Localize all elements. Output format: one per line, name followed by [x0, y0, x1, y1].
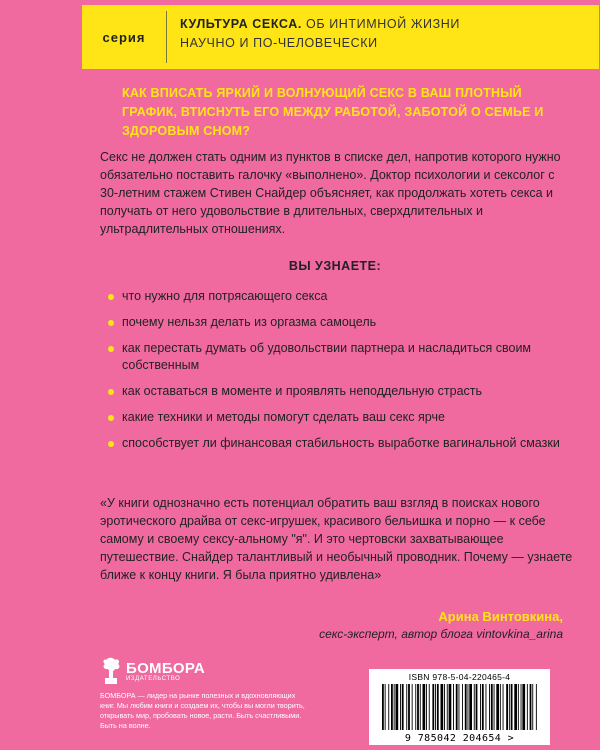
barcode-bars-icon	[380, 684, 540, 730]
barcode-bar	[408, 684, 410, 730]
barcode-bar	[453, 684, 454, 730]
barcode-bar	[480, 684, 481, 730]
barcode-bar	[509, 684, 510, 730]
learn-list	[100, 288, 570, 461]
barcode-bar	[462, 684, 463, 730]
barcode-bar	[494, 684, 495, 730]
barcode-bar	[385, 684, 386, 730]
barcode-bar	[482, 684, 484, 730]
barcode-bar	[412, 684, 413, 730]
bullet-dot-icon	[108, 320, 114, 326]
author-role: секс-эксперт, автор блога vintovkina_arina	[319, 627, 563, 641]
bullet-dot-icon	[108, 441, 114, 447]
barcode-bar	[396, 684, 399, 730]
barcode	[369, 669, 550, 745]
barcode-bar	[527, 684, 528, 730]
series-banner	[82, 5, 599, 69]
list-item: как оставаться в моменте и проявлять неподдельную страсть	[100, 383, 570, 400]
barcode-bar	[496, 684, 499, 730]
barcode-bar	[486, 684, 487, 730]
barcode-bar	[415, 684, 416, 730]
lead-question: КАК ВПИСАТЬ ЯРКИЙ И ВОЛНУЮЩИЙ СЕКС В ВАШ ПЛОТНЫЙ ГРАФИК, ВТИСНУТЬ ЕГО МЕЖДУ РАБОТОЙ, ЗАБОТОЙ О СЕМЬЕ И ЗДОРОВЫМ СНОМ?	[122, 86, 544, 138]
barcode-bar	[449, 684, 452, 730]
barcode-bar	[447, 684, 448, 730]
barcode-bar	[476, 684, 478, 730]
barcode-bar	[406, 684, 407, 730]
series-line2: НАУЧНО И ПО-ЧЕЛОВЕЧЕСКИ	[180, 36, 378, 50]
barcode-bar	[469, 684, 472, 730]
barcode-bar	[429, 684, 430, 730]
bombora-logo-icon	[100, 656, 122, 686]
intro-paragraph: Секс не должен стать одним из пунктов в списке дел, напротив которого нужно обязательно поставить галочку «выполнено». Доктор психологии и сексолог с 30-летним стажем Стивен Снайдер объясняет, как продолжать хотеть секса и получать от него удовольствие в длительных, сверхдлительных и ультрадлительных отношениях.	[100, 150, 561, 236]
barcode-bar	[489, 684, 490, 730]
publisher-name: БОМБОРА	[126, 659, 206, 677]
barcode-bar	[530, 684, 532, 730]
barcode-bar	[402, 684, 404, 730]
list-item: что нужно для потрясающего секса	[100, 288, 570, 305]
barcode-bar	[468, 684, 469, 730]
list-item: способствует ли финансовая стабильность выработке вагинальной смазки	[100, 435, 570, 452]
barcode-bar	[500, 684, 501, 730]
barcode-bar	[426, 684, 427, 730]
bullet-dot-icon	[108, 415, 114, 421]
barcode-bar	[536, 684, 537, 730]
barcode-bar	[432, 684, 434, 730]
list-item: как перестать думать об удовольствии партнера и насладиться своим собственным	[100, 340, 570, 374]
review-quote: «У книги однозначно есть потенциал обратить ваш взгляд в поисках нового эротического драйва от секс-игрушек, красивого бельишка и порно — к себе самому и своему сексу-альному "я". И это чертовски захватывающее путешествие. Снайдер талантливый и необычный проводник. Почему — узнаете ближе к концу книги. Я была приятно удивлена»	[100, 496, 573, 582]
series-label: серия	[102, 29, 146, 45]
isbn-text: ISBN 978-5-04-220465-4	[408, 672, 511, 682]
list-item: какие техники и методы помогут сделать ваш секс ярче	[100, 409, 570, 426]
barcode-bar	[514, 684, 517, 730]
barcode-bar	[437, 684, 439, 730]
bullet-dot-icon	[108, 389, 114, 395]
publisher-note: БОМБОРА — лидер на рынке полезных и вдохновляющих книг. Мы любим книги и создаем их, чтобы вы могли творить, открывать мир, пробовать новое, расти. Быть счастливыми. Быть на волне.	[100, 691, 305, 730]
barcode-bar	[474, 684, 475, 730]
barcode-bar	[417, 684, 419, 730]
barcode-bar	[491, 684, 493, 730]
barcode-bar	[388, 684, 389, 730]
barcode-bar	[420, 684, 421, 730]
publisher-logo	[100, 656, 220, 686]
barcode-bar	[394, 684, 395, 730]
bullet-dot-icon	[108, 294, 114, 300]
list-item: почему нельзя делать из оргазма самоцель	[100, 314, 570, 331]
barcode-bar	[521, 684, 522, 730]
barcode-bar	[511, 684, 513, 730]
barcode-bar	[465, 684, 467, 730]
series-title	[167, 5, 460, 69]
barcode-bar	[503, 684, 504, 730]
series-line1: ОБ ИНТИМНОЙ ЖИЗНИ	[306, 17, 460, 31]
barcode-bar	[456, 684, 458, 730]
bullet-dot-icon	[108, 346, 114, 352]
barcode-bar	[522, 684, 525, 730]
series-brand: КУЛЬТУРА СЕКСА.	[180, 17, 302, 31]
barcode-bar	[444, 684, 445, 730]
barcode-bar	[382, 684, 384, 730]
barcode-bar	[400, 684, 401, 730]
learn-heading: ВЫ УЗНАЕТЕ:	[288, 259, 382, 273]
barcode-bar	[441, 684, 444, 730]
barcode-bar	[532, 684, 533, 730]
barcode-bar	[435, 684, 436, 730]
barcode-number: 9 785042 204654 >	[404, 733, 515, 744]
barcode-bar	[459, 684, 460, 730]
author-name: Арина Винтовкина,	[438, 609, 563, 624]
barcode-bar	[506, 684, 508, 730]
barcode-bar	[423, 684, 426, 730]
barcode-bar	[391, 684, 393, 730]
publisher-sub: ИЗДАТЕЛЬСТВО	[126, 675, 181, 682]
barcode-bar	[518, 684, 519, 730]
